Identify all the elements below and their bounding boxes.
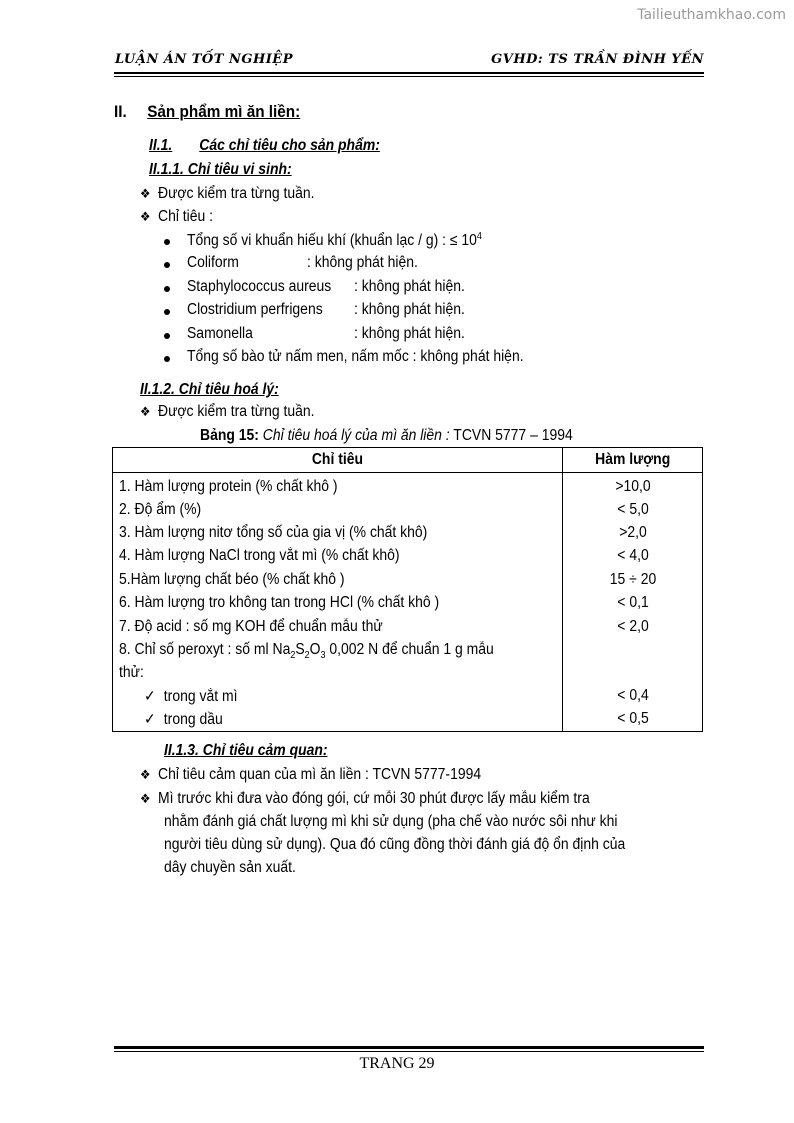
- micro-item-label: Coliform: [187, 254, 239, 271]
- micro-item-value: : không phát hiện.: [354, 301, 465, 318]
- micro-item-label: Staphylococcus aureus: [187, 278, 332, 295]
- table-row-value: 15 ÷ 20: [609, 571, 657, 588]
- column-header: Hàm lượng: [563, 448, 703, 473]
- bullet-item: [140, 208, 213, 226]
- table-row-label: 8. Chỉ số peroxyt : số ml $Na_2S_2O_3$ 0,002 N để chuẩn 1 g mẫu: [119, 641, 494, 662]
- micro-item-value: : không phát hiện.: [354, 325, 465, 342]
- table-row-value: < 5,0: [617, 501, 649, 518]
- footer-rule: [114, 1046, 704, 1049]
- bullet-text: Mì trước khi đưa vào đóng gói, cứ mỗi 30 phút được lấy mẫu kiểm tra: [158, 790, 590, 807]
- table-caption: [200, 427, 573, 445]
- subsection-heading-1: [149, 137, 380, 155]
- header-left: LUẬN ÁN TỐT NGHIỆP: [115, 52, 293, 67]
- bullet-text-line: người tiêu dùng sử dụng). Qua đó cũng đồng thời đánh giá độ ổn định của: [164, 836, 626, 853]
- header-rule: [114, 72, 704, 74]
- diamond-bullet-icon: ❖: [140, 767, 151, 782]
- table-row-label: 1. Hàm lượng protein (% chất khô ): [119, 478, 338, 495]
- micro-item-label: Clostridium perfrigens: [187, 301, 323, 318]
- checkmark-icon: ✓: [144, 688, 156, 705]
- dot-bullet-icon: [164, 309, 170, 315]
- table-row-value: >2,0: [619, 524, 647, 541]
- bullet-item: [140, 185, 315, 203]
- diamond-bullet-icon: ❖: [140, 209, 151, 224]
- table-row-label: 5.Hàm lượng chất béo (% chất khô ): [119, 571, 345, 588]
- table-check-item: ✓ trong vắt mì: [144, 688, 238, 705]
- micro-item-value: : không phát hiện.: [307, 254, 418, 271]
- micro-item-label: Tổng số vi khuẩn hiếu khí (khuẩn lạc / g) : ≤ 10: [187, 232, 477, 250]
- caption-label: Bảng 15:: [200, 427, 259, 444]
- dot-bullet-icon: [164, 262, 170, 268]
- table-row-label: 4. Hàm lượng NaCl trong vắt mì (% chất khô): [119, 547, 400, 564]
- caption-title: Chỉ tiêu hoá lý của mì ăn liền :: [262, 427, 450, 444]
- bullet-text: Chỉ tiêu :: [158, 208, 214, 225]
- checkmark-icon: ✓: [144, 711, 156, 728]
- table-row-value: < 0,5: [617, 710, 649, 727]
- table-row-value: < 0,4: [617, 687, 649, 704]
- dot-bullet-icon: [164, 356, 170, 362]
- table-row-label: 6. Hàm lượng tro không tan trong HCl (% chất khô ): [119, 594, 440, 611]
- page-number: TRANG 29: [359, 1055, 435, 1072]
- bullet-text-line: nhằm đánh giá chất lượng mì khi sử dụng (pha chế vào nước sôi như khi: [164, 813, 618, 830]
- subsection-number: II.1.: [149, 137, 173, 154]
- diamond-bullet-icon: ❖: [140, 404, 151, 419]
- header-right: GVHD: TS TRẦN ĐÌNH YẾN: [491, 52, 704, 67]
- table-row-label: 7. Độ acid : số mg KOH để chuẩn mẫu thử: [119, 618, 383, 635]
- diamond-bullet-icon: ❖: [140, 186, 151, 201]
- table-row-value: >10,0: [615, 478, 651, 495]
- table-row-value: < 2,0: [617, 618, 649, 635]
- table-row-label: 2. Độ ẩm (%): [119, 501, 202, 518]
- diamond-bullet-icon: ❖: [140, 791, 151, 806]
- section-heading: [114, 102, 300, 122]
- bullet-item: [140, 403, 315, 421]
- section-number: II.: [114, 102, 127, 121]
- table-row-label-continued: thử:: [119, 664, 144, 681]
- table-row-label: 3. Hàm lượng nitơ tổng số của gia vị (% chất khô): [119, 524, 428, 541]
- subsection-title: Các chỉ tiêu cho sản phẩm:: [199, 137, 380, 154]
- watermark: Tailieuthamkhao.com: [637, 7, 786, 23]
- dot-bullet-icon: [164, 333, 170, 339]
- bullet-text: Chỉ tiêu cảm quan của mì ăn liền : TCVN 5777-1994: [158, 766, 482, 783]
- table-check-item: ✓ trong dầu: [144, 711, 223, 728]
- table-header-row: [113, 448, 703, 473]
- subsection-heading-1-1: II.1.1. Chỉ tiêu vi sinh:: [149, 161, 292, 178]
- section-title: Sản phẩm mì ăn liền:: [147, 102, 301, 121]
- micro-item-label: Samonella: [187, 325, 253, 342]
- micro-item-label: Tổng số bào tử nấm men, nấm mốc : không phát hiện.: [187, 348, 524, 365]
- caption-standard: TCVN 5777 – 1994: [453, 427, 573, 444]
- column-header: Chỉ tiêu: [113, 448, 563, 473]
- header-rule-thin: [114, 76, 704, 77]
- bullet-text: Được kiểm tra từng tuần.: [158, 403, 315, 420]
- bullet-text: Được kiểm tra từng tuần.: [158, 185, 315, 202]
- superscript: 4: [476, 231, 482, 242]
- table-row-value: < 0,1: [617, 594, 649, 611]
- table-row-value: < 4,0: [617, 547, 649, 564]
- micro-item-value: : không phát hiện.: [354, 278, 465, 295]
- dot-bullet-icon: [164, 286, 170, 292]
- micro-item: [187, 231, 482, 250]
- subsection-heading-1-2: II.1.2. Chỉ tiêu hoá lý:: [140, 381, 279, 398]
- dot-bullet-icon: [164, 239, 170, 245]
- bullet-text-line: dây chuyền sản xuất.: [164, 859, 296, 876]
- page-header: [115, 52, 704, 72]
- bullet-item: [140, 766, 481, 784]
- footer-rule-thin: [114, 1051, 704, 1052]
- subsection-heading-1-3: II.1.3. Chỉ tiêu cảm quan:: [164, 742, 328, 759]
- bullet-item: [140, 790, 590, 808]
